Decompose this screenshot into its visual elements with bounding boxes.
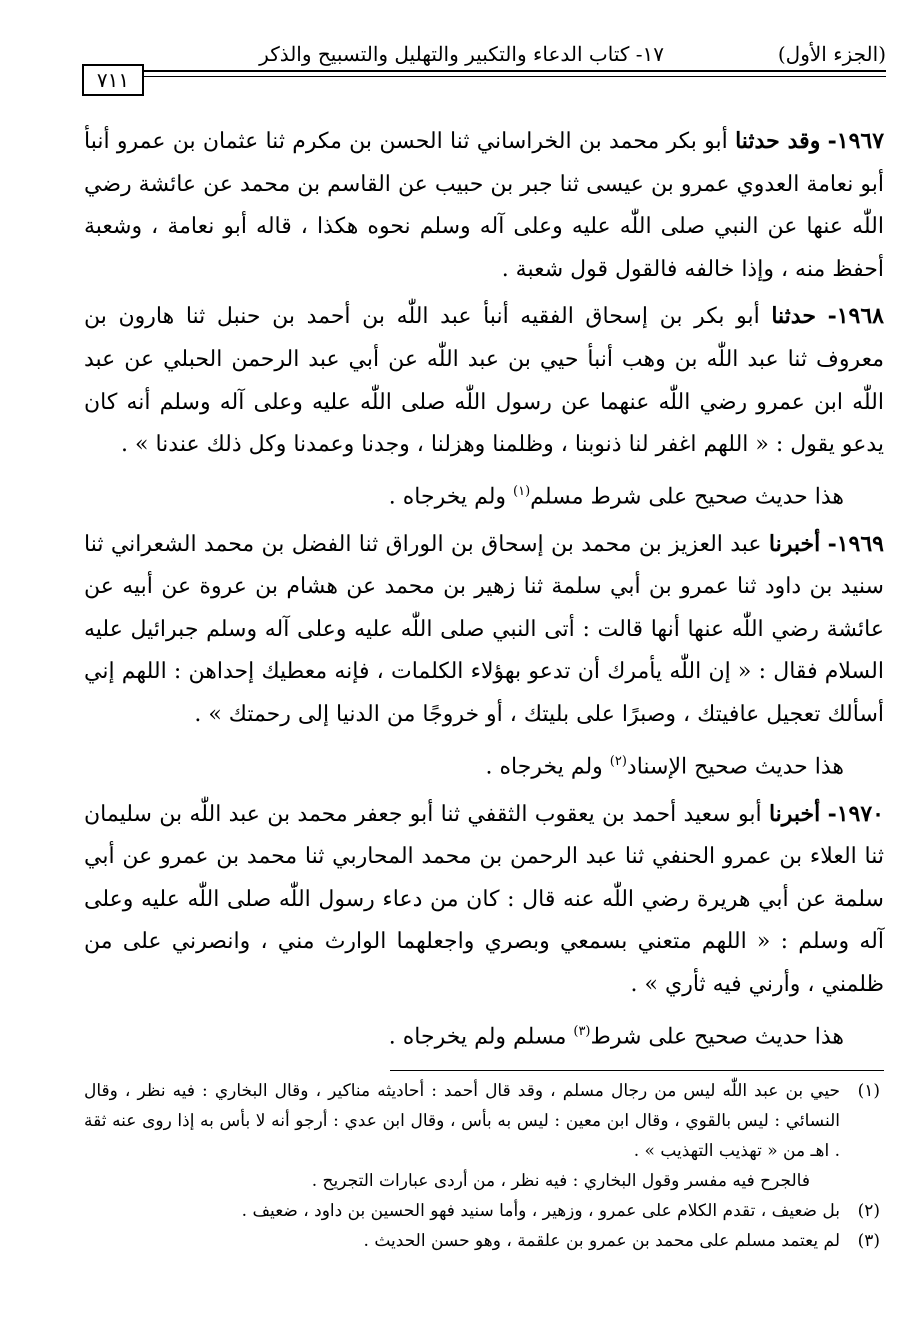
authenticity-verdict: هذا حديث صحيح على شرط$^{(٣)}$ مسلم ولم يخرجاه . <box>388 1023 844 1049</box>
entry-text: أبو بكر بن إسحاق الفقيه أنبأ عبد اللّٰه بن أحمد بن حنبل ثنا هارون بن معروف ثنا عبد اللّٰه بن وهب أنبأ حيي بن عبد اللّٰه عن أبي عبد الرحمن الحبلي عن عبد اللّٰه ابن عمرو رضي اللّٰه عنهما عن رسول اللّٰه صلى اللّٰه عليه وعلى آله وسلم أنه كان يدعو يقول : « اللهم اغفر لنا ذنوبنا ، وظلمنا وهزلنا ، وجدنا وعمدنا وكل ذلك عندنا » . <box>84 304 884 458</box>
entry-number: ١٩٦٩- <box>827 530 884 557</box>
footnote-text: حيي بن عبد اللّٰه ليس من رجال مسلم ، وقد قال أحمد : أحاديثه مناكير ، وقال البخاري : فيه نظر ، وقال النسائي : ليس بالقوي ، وقال ابن معين : ليس به بأس ، وقال ابن عدي : أرجو أنه لا بأس به إذا روى عنه ثقة . اهـ من « تهذيب التهذيب » . <box>84 1081 840 1161</box>
footnote <box>84 1196 880 1226</box>
authenticity-verdict: هذا حديث صحيح الإسناد$^{(٢)}$ ولم يخرجاه . <box>485 753 844 779</box>
hadith-entry <box>84 295 884 466</box>
page-number: ٧١١ <box>82 64 144 96</box>
footnote <box>84 1076 880 1166</box>
footnote-text: بل ضعيف ، تقدم الكلام على عمرو ، وزهير ، وأما سنيد فهو الحسين بن داود ، ضعيف . <box>241 1201 840 1221</box>
footnotes <box>84 1076 880 1256</box>
hadith-entry <box>84 523 884 737</box>
entry-keyword: أخبرنا <box>768 530 821 557</box>
footnote-continuation: فالجرح فيه مفسر وقول البخاري : فيه نظر ، من أردى عبارات التجريح . <box>311 1171 810 1191</box>
entry-keyword: وقد حدثنا <box>735 128 821 154</box>
header-rule <box>82 70 886 72</box>
entry-number: ١٩٦٧- <box>827 128 885 154</box>
main-text <box>84 120 884 1062</box>
entry-number: ١٩٦٨- <box>827 303 884 330</box>
entry-text: أبو بكر محمد بن الخراساني ثنا الحسن بن مكرم ثنا عثمان بن عمرو أنبأ أبو نعامة العدوي عمرو بن عيسى ثنا جبر بن حبيب عن القاسم بن محمد عن عائشة رضي اللّٰه عنها عن النبي صلى اللّٰه عليه وعلى آله وسلم نحوه هكذا ، قاله أبو نعامة ، وشعبة أحفظ منه ، وإذا خالفه فالقول قول شعبة . <box>84 129 884 282</box>
entry-keyword: أخبرنا <box>768 800 821 827</box>
footnote <box>84 1226 880 1256</box>
hadith-entry <box>84 120 884 291</box>
footnote-ref: (٣) <box>573 1023 591 1039</box>
entry-text: أبو سعيد أحمد بن يعقوب الثقفي ثنا أبو جعفر محمد بن عبد اللّٰه بن سليمان ثنا العلاء بن عمرو الحنفي ثنا عبد الرحمن بن محمد المحاربي ثنا محمد بن عمرو عن أبي سلمة عن أبي هريرة رضي اللّٰه عنه قال : كان من دعاء رسول اللّٰه صلى اللّٰه عليه وعلى آله وسلم : « اللهم متعني بسمعي وبصري واجعلهما الوارث مني ، وانصرني على من ظلمني ، وأرني فيه ثأري » . <box>84 801 884 997</box>
entry-number: ١٩٧٠- <box>827 800 884 827</box>
volume-part-label: (الجزء الأول) <box>777 42 886 66</box>
footnote-text: لم يعتمد مسلم على محمد بن عمرو بن علقمة ، وهو حسن الحديث . <box>363 1231 840 1251</box>
chapter-title: ١٧- كتاب الدعاء والتكبير والتهليل والتسبيح والذكر <box>259 42 664 66</box>
hadith-entry <box>84 793 884 1007</box>
authenticity-verdict: هذا حديث صحيح على شرط مسلم$^{(١)}$ ولم يخرجاه . <box>388 483 844 510</box>
footnote-ref: (٢) <box>609 753 627 769</box>
entry-keyword: حدثنا <box>771 303 816 330</box>
footnote-mark: (١) <box>857 1081 880 1101</box>
header-rule-thin <box>82 76 886 77</box>
footnote-ref: (١) <box>513 483 531 499</box>
footnote-separator <box>390 1070 884 1071</box>
footnote-mark: (٣) <box>857 1231 880 1251</box>
footnote-mark: (٢) <box>857 1201 880 1221</box>
entry-text: عبد العزيز بن محمد بن إسحاق بن الوراق ثنا الفضل بن محمد الشعراني ثنا سنيد بن داود ثنا عمرو بن أبي سلمة ثنا زهير بن محمد عن هشام بن عروة عن أبيه عن عائشة رضي اللّٰه عنها أنها قالت : أتى النبي صلى اللّٰه عليه وعلى آله وسلم جبرائيل عليه السلام فقال : « إن اللّٰه يأمرك أن تدعو بهؤلاء الكلمات ، فإنه معطيك إحداهن : اللهم إني أسألك تعجيل عافيتك ، وصبرًا على بليتك ، أو خروجًا من الدنيا إلى رحمتك » . <box>84 531 884 728</box>
